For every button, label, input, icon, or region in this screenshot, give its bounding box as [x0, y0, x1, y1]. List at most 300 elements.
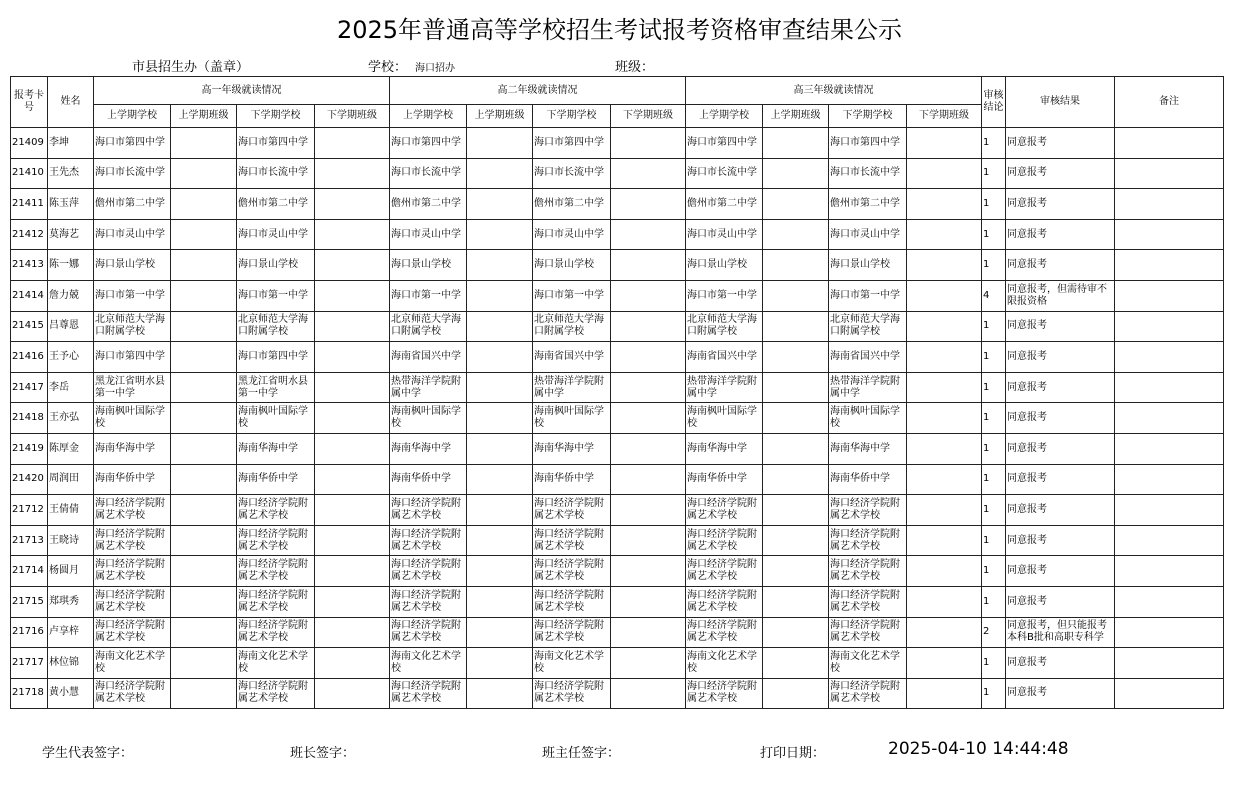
cell-conclusion: 4: [982, 280, 1006, 311]
header-grade3: 高三年级就读情况: [686, 77, 982, 105]
cell-conclusion: 1: [982, 556, 1006, 587]
cell-g2-s2-class: [611, 556, 686, 587]
cell-g1-s1-class: [171, 280, 237, 311]
cell-g2-s1-class: [467, 464, 533, 495]
cell-name: 陈厚金: [48, 433, 94, 464]
cell-g3-s1-class: [763, 280, 829, 311]
cell-g1-s2-class: [315, 617, 390, 648]
cell-g2-s2-school: 海口景山学校: [533, 250, 611, 281]
cell-g1-s1-school: 海南华侨中学: [94, 464, 171, 495]
cell-g3-s2-class: [907, 158, 982, 189]
cell-g3-s2-class: [907, 250, 982, 281]
cell-remarks: [1115, 128, 1224, 159]
cell-name: 王晓诗: [48, 525, 94, 556]
cell-g3-s1-class: [763, 617, 829, 648]
cell-g1-s1-class: [171, 342, 237, 373]
cell-g3-s1-class: [763, 495, 829, 526]
cell-g3-s2-school: 海口市长流中学: [829, 158, 907, 189]
cell-g2-s1-school: 海南华海中学: [390, 433, 467, 464]
header-conclusion: 审核结论: [982, 77, 1006, 128]
cell-g1-s2-school: 海口经济学院附属艺术学校: [237, 678, 315, 709]
cell-g3-s1-school: 海口市第一中学: [686, 280, 763, 311]
cell-g1-s2-school: 海口经济学院附属艺术学校: [237, 586, 315, 617]
cell-g2-s2-school: 海南华侨中学: [533, 464, 611, 495]
cell-g1-s1-school: 海口经济学院附属艺术学校: [94, 495, 171, 526]
cell-conclusion: 1: [982, 495, 1006, 526]
cell-result: 同意报考: [1006, 219, 1115, 250]
cell-name: 陈玉萍: [48, 189, 94, 220]
cell-g1-s2-class: [315, 128, 390, 159]
cell-remarks: [1115, 495, 1224, 526]
cell-g3-s1-class: [763, 342, 829, 373]
cell-conclusion: 1: [982, 586, 1006, 617]
cell-g2-s2-class: [611, 433, 686, 464]
cell-g1-s1-class: [171, 556, 237, 587]
cell-conclusion: 1: [982, 311, 1006, 342]
cell-g1-s1-class: [171, 586, 237, 617]
cell-g1-s1-school: 海南文化艺术学校: [94, 648, 171, 679]
cell-conclusion: 1: [982, 372, 1006, 403]
cell-g1-s2-class: [315, 678, 390, 709]
cell-g3-s1-school: 海南文化艺术学校: [686, 648, 763, 679]
cell-g2-s1-class: [467, 219, 533, 250]
cell-g1-s2-class: [315, 495, 390, 526]
cell-g1-s2-school: 海南华海中学: [237, 433, 315, 464]
cell-g1-s2-class: [315, 372, 390, 403]
cell-g3-s2-school: 海口市灵山中学: [829, 219, 907, 250]
cell-g2-s1-school: 海南省国兴中学: [390, 342, 467, 373]
cell-conclusion: 1: [982, 464, 1006, 495]
header-exam-no: 报考卡号: [11, 77, 48, 128]
header-g2-s2-class: 下学期班级: [611, 105, 686, 128]
cell-g2-s2-class: [611, 250, 686, 281]
cell-g2-s2-school: 海口经济学院附属艺术学校: [533, 678, 611, 709]
cell-g3-s1-school: 海口市灵山中学: [686, 219, 763, 250]
cell-g1-s2-school: 海口市第四中学: [237, 342, 315, 373]
cell-g3-s1-class: [763, 189, 829, 220]
cell-g3-s2-school: 海南省国兴中学: [829, 342, 907, 373]
cell-result: 同意报考: [1006, 648, 1115, 679]
cell-g3-s1-school: 海南华侨中学: [686, 464, 763, 495]
cell-conclusion: 2: [982, 617, 1006, 648]
cell-g3-s1-class: [763, 556, 829, 587]
cell-g2-s1-school: 海口经济学院附属艺术学校: [390, 678, 467, 709]
cell-remarks: [1115, 189, 1224, 220]
cell-g1-s1-school: 海口市第四中学: [94, 342, 171, 373]
cell-g1-s1-school: 海口经济学院附属艺术学校: [94, 678, 171, 709]
cell-g3-s2-school: 海口经济学院附属艺术学校: [829, 495, 907, 526]
cell-g1-s1-class: [171, 128, 237, 159]
cell-g3-s1-class: [763, 311, 829, 342]
cell-conclusion: 1: [982, 250, 1006, 281]
cell-g2-s1-class: [467, 342, 533, 373]
cell-exam-no: 21716: [11, 617, 48, 648]
table-row: [11, 464, 1224, 495]
cell-g3-s2-class: [907, 311, 982, 342]
cell-g1-s1-class: [171, 525, 237, 556]
cell-g1-s1-school: 海口市长流中学: [94, 158, 171, 189]
class-label: 班级：: [615, 60, 655, 75]
table-row: [11, 678, 1224, 709]
table-row: [11, 495, 1224, 526]
cell-name: 黄小慧: [48, 678, 94, 709]
cell-g1-s1-class: [171, 678, 237, 709]
cell-result: 同意报考: [1006, 128, 1115, 159]
cell-exam-no: 21714: [11, 556, 48, 587]
cell-g2-s2-class: [611, 219, 686, 250]
cell-name: 莫海艺: [48, 219, 94, 250]
cell-g3-s2-class: [907, 495, 982, 526]
cell-result: 同意报考: [1006, 189, 1115, 220]
cell-exam-no: 21417: [11, 372, 48, 403]
table-row: [11, 219, 1224, 250]
cell-g3-s1-school: 海口经济学院附属艺术学校: [686, 495, 763, 526]
cell-g2-s1-school: 热带海洋学院附属中学: [390, 372, 467, 403]
cell-g1-s2-class: [315, 403, 390, 434]
cell-remarks: [1115, 250, 1224, 281]
cell-g2-s2-school: 海南华海中学: [533, 433, 611, 464]
cell-g1-s1-school: 黑龙江省明水县第一中学: [94, 372, 171, 403]
cell-g1-s1-class: [171, 617, 237, 648]
cell-exam-no: 21715: [11, 586, 48, 617]
cell-name: 卢享梓: [48, 617, 94, 648]
header-g3-s1-school: 上学期学校: [686, 105, 763, 128]
cell-g1-s2-school: 海口经济学院附属艺术学校: [237, 617, 315, 648]
monitor-sign-label: 班长签字：: [290, 746, 356, 761]
cell-g2-s1-class: [467, 586, 533, 617]
cell-g1-s1-school: 海口经济学院附属艺术学校: [94, 617, 171, 648]
cell-g3-s2-class: [907, 342, 982, 373]
cell-g3-s2-class: [907, 280, 982, 311]
cell-g2-s1-class: [467, 678, 533, 709]
cell-g3-s2-class: [907, 403, 982, 434]
cell-g1-s1-class: [171, 648, 237, 679]
header-row-top: [11, 77, 1224, 105]
cell-g3-s2-school: 海口市第四中学: [829, 128, 907, 159]
cell-g1-s1-school: 海口市第一中学: [94, 280, 171, 311]
cell-g2-s1-class: [467, 158, 533, 189]
cell-g2-s1-school: 海南文化艺术学校: [390, 648, 467, 679]
header-grade1: 高一年级就读情况: [94, 77, 390, 105]
header-g1-s2-school: 下学期学校: [237, 105, 315, 128]
cell-g3-s2-school: 海口经济学院附属艺术学校: [829, 617, 907, 648]
cell-g2-s1-school: 海口市灵山中学: [390, 219, 467, 250]
cell-result: 同意报考: [1006, 525, 1115, 556]
cell-g1-s2-school: 海口市第一中学: [237, 280, 315, 311]
cell-g1-s2-school: 黑龙江省明水县第一中学: [237, 372, 315, 403]
student-sign-label: 学生代表签字：: [42, 746, 134, 761]
cell-g3-s2-school: 海南文化艺术学校: [829, 648, 907, 679]
table-row: [11, 525, 1224, 556]
cell-g2-s2-class: [611, 525, 686, 556]
cell-g1-s1-class: [171, 495, 237, 526]
cell-name: 杨圆月: [48, 556, 94, 587]
cell-g1-s2-school: 海口市第四中学: [237, 128, 315, 159]
cell-g2-s2-school: 海南枫叶国际学校: [533, 403, 611, 434]
cell-g2-s2-school: 海南省国兴中学: [533, 342, 611, 373]
cell-g2-s2-class: [611, 128, 686, 159]
cell-remarks: [1115, 158, 1224, 189]
cell-g2-s1-school: 海口经济学院附属艺术学校: [390, 495, 467, 526]
cell-name: 詹力兢: [48, 280, 94, 311]
cell-g2-s2-class: [611, 280, 686, 311]
cell-g2-s1-class: [467, 372, 533, 403]
cell-g3-s1-school: 海口景山学校: [686, 250, 763, 281]
cell-name: 王先杰: [48, 158, 94, 189]
header-g3-s1-class: 上学期班级: [763, 105, 829, 128]
cell-g3-s2-school: 海口经济学院附属艺术学校: [829, 678, 907, 709]
cell-g2-s1-school: 海口市长流中学: [390, 158, 467, 189]
cell-g2-s2-class: [611, 372, 686, 403]
table-row: [11, 128, 1224, 159]
table-body: [11, 128, 1224, 709]
cell-g3-s2-school: 热带海洋学院附属中学: [829, 372, 907, 403]
cell-g3-s2-class: [907, 617, 982, 648]
cell-result: 同意报考，但需待审不限报资格: [1006, 280, 1115, 311]
cell-result: 同意报考: [1006, 556, 1115, 587]
table-row: [11, 556, 1224, 587]
cell-g1-s2-school: 海口经济学院附属艺术学校: [237, 556, 315, 587]
school-value: 海口招办: [415, 63, 456, 74]
cell-g3-s2-class: [907, 189, 982, 220]
cell-conclusion: 1: [982, 403, 1006, 434]
cell-exam-no: 21414: [11, 280, 48, 311]
cell-g2-s2-school: 海口经济学院附属艺术学校: [533, 525, 611, 556]
cell-g1-s2-class: [315, 464, 390, 495]
cell-g1-s1-class: [171, 403, 237, 434]
table-row: [11, 158, 1224, 189]
cell-g2-s2-school: 海口经济学院附属艺术学校: [533, 617, 611, 648]
school-label: 学校：: [368, 60, 408, 75]
teacher-sign-label: 班主任签字：: [542, 746, 621, 761]
cell-g3-s1-class: [763, 433, 829, 464]
cell-g3-s1-class: [763, 586, 829, 617]
cell-g1-s2-class: [315, 433, 390, 464]
cell-remarks: [1115, 586, 1224, 617]
cell-g2-s1-class: [467, 433, 533, 464]
cell-remarks: [1115, 342, 1224, 373]
cell-g3-s2-class: [907, 372, 982, 403]
cell-g2-s1-school: 海口经济学院附属艺术学校: [390, 586, 467, 617]
cell-g2-s1-school: 海南华侨中学: [390, 464, 467, 495]
cell-g1-s2-class: [315, 525, 390, 556]
cell-g2-s1-school: 北京师范大学海口附属学校: [390, 311, 467, 342]
cell-g2-s1-class: [467, 495, 533, 526]
cell-g1-s2-school: 海口经济学院附属艺术学校: [237, 525, 315, 556]
cell-g2-s1-class: [467, 403, 533, 434]
cell-g2-s2-school: 热带海洋学院附属中学: [533, 372, 611, 403]
cell-result: 同意报考: [1006, 586, 1115, 617]
cell-g3-s1-class: [763, 464, 829, 495]
cell-name: 林位锦: [48, 648, 94, 679]
cell-conclusion: 1: [982, 342, 1006, 373]
cell-g2-s1-class: [467, 189, 533, 220]
cell-g2-s2-class: [611, 495, 686, 526]
table-row: [11, 433, 1224, 464]
cell-g2-s2-school: 儋州市第二中学: [533, 189, 611, 220]
cell-remarks: [1115, 372, 1224, 403]
header-g2-s1-school: 上学期学校: [390, 105, 467, 128]
cell-name: 王亦弘: [48, 403, 94, 434]
cell-g1-s1-class: [171, 464, 237, 495]
cell-g2-s1-class: [467, 128, 533, 159]
cell-g1-s1-school: 海南枫叶国际学校: [94, 403, 171, 434]
cell-exam-no: 21415: [11, 311, 48, 342]
page-title: 2025年普通高等学校招生考试报考资格审查结果公示: [336, 16, 903, 44]
table-row: [11, 403, 1224, 434]
office-label: 市县招生办（盖章）: [132, 60, 250, 75]
cell-g3-s1-school: 儋州市第二中学: [686, 189, 763, 220]
cell-g3-s2-school: 海口景山学校: [829, 250, 907, 281]
header-g2-s1-class: 上学期班级: [467, 105, 533, 128]
cell-exam-no: 21418: [11, 403, 48, 434]
cell-g2-s2-class: [611, 648, 686, 679]
cell-result: 同意报考: [1006, 311, 1115, 342]
cell-g2-s1-school: 海口经济学院附属艺术学校: [390, 556, 467, 587]
cell-g2-s1-class: [467, 525, 533, 556]
cell-g1-s1-school: 海南华海中学: [94, 433, 171, 464]
cell-g2-s1-school: 海口经济学院附属艺术学校: [390, 617, 467, 648]
cell-g1-s1-class: [171, 189, 237, 220]
cell-name: 郑琪秀: [48, 586, 94, 617]
cell-g1-s2-class: [315, 311, 390, 342]
table-row: [11, 250, 1224, 281]
table-row: [11, 280, 1224, 311]
cell-remarks: [1115, 280, 1224, 311]
cell-g1-s2-class: [315, 189, 390, 220]
cell-g2-s2-school: 海南文化艺术学校: [533, 648, 611, 679]
cell-g1-s1-class: [171, 311, 237, 342]
cell-result: 同意报考: [1006, 158, 1115, 189]
table-row: [11, 372, 1224, 403]
cell-g3-s2-class: [907, 586, 982, 617]
table-row: [11, 342, 1224, 373]
header-remarks: 备注: [1115, 77, 1224, 128]
cell-name: 王予心: [48, 342, 94, 373]
header-g3-s2-school: 下学期学校: [829, 105, 907, 128]
cell-g2-s1-school: 海南枫叶国际学校: [390, 403, 467, 434]
cell-conclusion: 1: [982, 525, 1006, 556]
cell-remarks: [1115, 464, 1224, 495]
cell-name: 周润田: [48, 464, 94, 495]
cell-g1-s2-class: [315, 586, 390, 617]
cell-g1-s2-class: [315, 280, 390, 311]
cell-conclusion: 1: [982, 678, 1006, 709]
cell-conclusion: 1: [982, 648, 1006, 679]
cell-g2-s1-class: [467, 311, 533, 342]
cell-g2-s2-school: 海口经济学院附属艺术学校: [533, 495, 611, 526]
cell-result: 同意报考: [1006, 678, 1115, 709]
cell-g2-s2-class: [611, 158, 686, 189]
cell-g1-s1-class: [171, 158, 237, 189]
cell-g1-s1-school: 海口经济学院附属艺术学校: [94, 525, 171, 556]
table-row: [11, 189, 1224, 220]
cell-g2-s2-school: 海口市第一中学: [533, 280, 611, 311]
cell-remarks: [1115, 617, 1224, 648]
cell-g3-s2-class: [907, 678, 982, 709]
header-g2-s2-school: 下学期学校: [533, 105, 611, 128]
cell-g2-s1-class: [467, 556, 533, 587]
cell-g2-s2-class: [611, 678, 686, 709]
cell-g3-s1-class: [763, 250, 829, 281]
cell-g1-s2-school: 海口市长流中学: [237, 158, 315, 189]
cell-g3-s1-class: [763, 128, 829, 159]
cell-g1-s2-class: [315, 158, 390, 189]
header-grade2: 高二年级就读情况: [390, 77, 686, 105]
cell-g3-s2-class: [907, 219, 982, 250]
cell-exam-no: 21713: [11, 525, 48, 556]
cell-remarks: [1115, 403, 1224, 434]
cell-g2-s1-class: [467, 648, 533, 679]
cell-g2-s2-class: [611, 617, 686, 648]
cell-g3-s1-school: 海口经济学院附属艺术学校: [686, 678, 763, 709]
cell-g3-s1-school: 海口经济学院附属艺术学校: [686, 525, 763, 556]
cell-g3-s1-school: 海南枫叶国际学校: [686, 403, 763, 434]
cell-name: 陈一娜: [48, 250, 94, 281]
cell-g1-s2-school: 海口市灵山中学: [237, 219, 315, 250]
cell-remarks: [1115, 525, 1224, 556]
cell-remarks: [1115, 311, 1224, 342]
cell-g1-s1-school: 海口市第四中学: [94, 128, 171, 159]
cell-g1-s1-school: 海口景山学校: [94, 250, 171, 281]
cell-g3-s2-school: 海南华侨中学: [829, 464, 907, 495]
cell-exam-no: 21419: [11, 433, 48, 464]
cell-g2-s2-school: 海口市第四中学: [533, 128, 611, 159]
cell-g3-s2-school: 海南华海中学: [829, 433, 907, 464]
cell-g1-s1-school: 海口经济学院附属艺术学校: [94, 556, 171, 587]
cell-name: 李坤: [48, 128, 94, 159]
table-row: [11, 586, 1224, 617]
cell-g3-s1-class: [763, 403, 829, 434]
cell-g3-s1-school: 海口经济学院附属艺术学校: [686, 586, 763, 617]
cell-g1-s2-school: 海南枫叶国际学校: [237, 403, 315, 434]
cell-g1-s1-class: [171, 372, 237, 403]
cell-g3-s1-school: 海南华海中学: [686, 433, 763, 464]
cell-g1-s2-class: [315, 648, 390, 679]
cell-conclusion: 1: [982, 433, 1006, 464]
cell-conclusion: 1: [982, 128, 1006, 159]
cell-g2-s1-class: [467, 617, 533, 648]
cell-g1-s2-class: [315, 219, 390, 250]
cell-g2-s2-school: 海口经济学院附属艺术学校: [533, 586, 611, 617]
cell-remarks: [1115, 433, 1224, 464]
cell-remarks: [1115, 556, 1224, 587]
cell-g2-s2-class: [611, 189, 686, 220]
header-g3-s2-class: 下学期班级: [907, 105, 982, 128]
cell-g1-s1-class: [171, 219, 237, 250]
cell-g3-s2-class: [907, 433, 982, 464]
cell-g3-s1-school: 海口经济学院附属艺术学校: [686, 617, 763, 648]
cell-g3-s2-school: 儋州市第二中学: [829, 189, 907, 220]
cell-g1-s1-school: 北京师范大学海口附属学校: [94, 311, 171, 342]
cell-g3-s1-school: 海南省国兴中学: [686, 342, 763, 373]
cell-g2-s2-school: 海口市长流中学: [533, 158, 611, 189]
cell-g1-s2-class: [315, 342, 390, 373]
cell-g1-s1-class: [171, 250, 237, 281]
cell-g2-s2-school: 北京师范大学海口附属学校: [533, 311, 611, 342]
cell-g2-s2-class: [611, 464, 686, 495]
cell-g1-s1-school: 海口市灵山中学: [94, 219, 171, 250]
cell-g2-s1-school: 海口市第一中学: [390, 280, 467, 311]
cell-exam-no: 21413: [11, 250, 48, 281]
cell-g3-s1-class: [763, 678, 829, 709]
cell-g2-s2-class: [611, 342, 686, 373]
cell-g1-s2-school: 海口经济学院附属艺术学校: [237, 495, 315, 526]
cell-g3-s2-class: [907, 464, 982, 495]
cell-conclusion: 1: [982, 219, 1006, 250]
cell-exam-no: 21409: [11, 128, 48, 159]
header-g1-s2-class: 下学期班级: [315, 105, 390, 128]
